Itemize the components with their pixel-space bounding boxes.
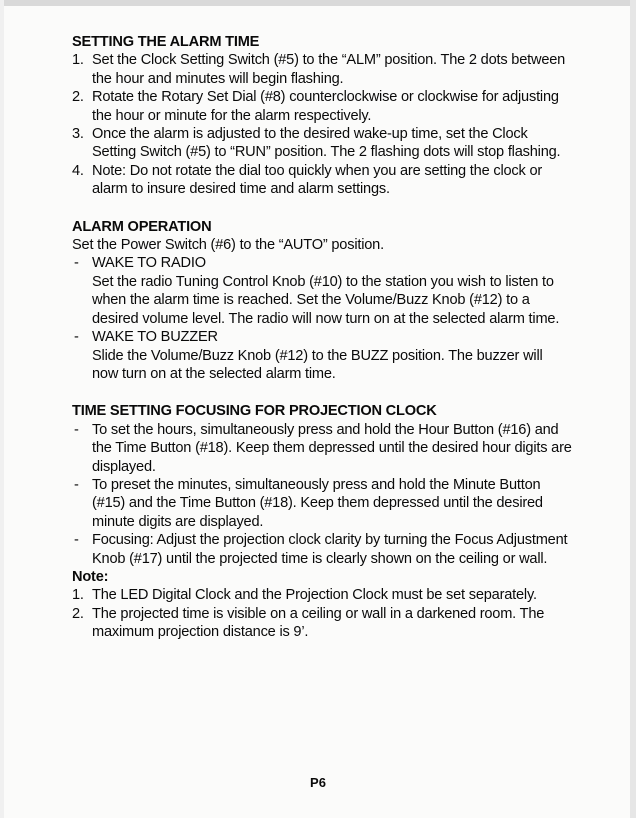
page-number: P6 xyxy=(310,775,326,790)
note-number: 2. xyxy=(72,605,84,622)
step-number: 4. xyxy=(72,162,84,179)
page-right-edge xyxy=(630,0,636,818)
bullet-dash: - xyxy=(74,532,79,549)
list-item xyxy=(72,586,572,604)
bullet-dash: - xyxy=(74,329,79,346)
wake-to-buzzer-text: Slide the Volume/Buzz Knob (#12) to the BUZZ position. The buzzer will now turn on at the selected alarm time. xyxy=(92,347,543,382)
step-number: 3. xyxy=(72,126,84,143)
section-projection-clock-title: TIME SETTING FOCUSING FOR PROJECTION CLOCK xyxy=(72,403,437,420)
bullet-text: To set the hours, simultaneously press and hold the Hour Button (#16) and the Time Button (#18). Keep them depressed until the desired hour digits are displayed. xyxy=(92,421,572,475)
alarm-time-steps xyxy=(72,51,572,198)
step-number: 1. xyxy=(72,52,84,69)
section-alarm-operation-title: ALARM OPERATION xyxy=(72,218,212,235)
bullet-text: Focusing: Adjust the projection clock clarity by turning the Focus Adjustment Knob (#17) until the projected time is clearly shown on the ceiling or wall. xyxy=(92,532,568,567)
wake-to-buzzer-label: WAKE TO BUZZER xyxy=(92,329,218,346)
step-number: 2. xyxy=(72,89,84,106)
list-item xyxy=(72,476,572,531)
page-content xyxy=(72,33,572,642)
list-item xyxy=(72,421,572,476)
step-text: Note: Do not rotate the dial too quickly when you are setting the clock or alarm to insure desired time and alarm settings. xyxy=(92,162,543,198)
note-text: The LED Digital Clock and the Projection Clock must be set separately. xyxy=(92,587,537,604)
step-text: Rotate the Rotary Set Dial (#8) counterclockwise or clockwise for adjusting the hour or minute for the alarm respectively. xyxy=(92,89,559,124)
list-item xyxy=(72,328,572,383)
list-item xyxy=(72,162,572,199)
page-top-edge xyxy=(0,0,636,6)
list-item xyxy=(72,51,572,88)
bullet-dash: - xyxy=(74,255,79,272)
list-item xyxy=(72,88,572,125)
note-title: Note: xyxy=(72,568,109,585)
list-item xyxy=(72,605,572,642)
note-text: The projected time is visible on a ceiling or wall in a darkened room. The maximum projection distance is 9’. xyxy=(92,605,545,641)
list-item xyxy=(72,531,572,568)
wake-to-radio-label: WAKE TO RADIO xyxy=(92,255,206,272)
page-left-edge xyxy=(0,0,4,818)
step-text: Set the Clock Setting Switch (#5) to the “ALM” position. The 2 dots between the hour and minutes will begin flashing. xyxy=(92,52,566,87)
bullet-dash: - xyxy=(74,476,79,493)
wake-to-radio-text: Set the radio Tuning Control Knob (#10) to the station you wish to listen to when the alarm time is reached. Set the Volume/Buzz Knob (#12) to a desired volume level. The radio will now turn on at the selected alarm time. xyxy=(92,273,560,327)
section-alarm-time-title: SETTING THE ALARM TIME xyxy=(72,34,260,50)
note-number: 1. xyxy=(72,587,84,604)
step-text: Once the alarm is adjusted to the desired wake-up time, set the Clock Setting Switch (#5) to “RUN” position. The 2 flashing dots will stop flashing. xyxy=(92,126,561,161)
list-item xyxy=(72,254,572,328)
alarm-operation-intro: Set the Power Switch (#6) to the “AUTO” position. xyxy=(72,237,384,254)
bullet-dash: - xyxy=(74,421,79,438)
bullet-text: To preset the minutes, simultaneously press and hold the Minute Button (#15) and the Time Button (#18). Keep them depressed until the desired minute digits are displayed. xyxy=(92,476,543,530)
list-item xyxy=(72,125,572,162)
